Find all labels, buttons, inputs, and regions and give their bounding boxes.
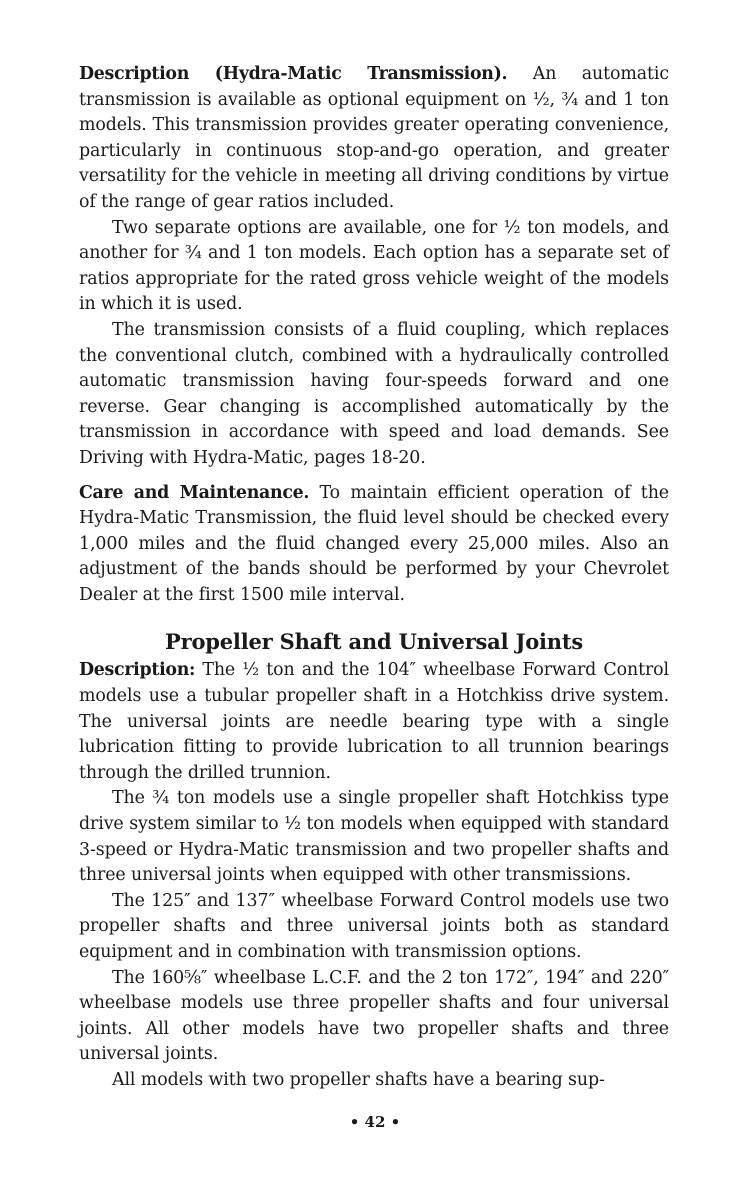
forward-control-paragraph: The 125″ and 137″ wheelbase Forward Control models use two propeller shafts and three universal joints both as standard equipment and in combination with transmission options. xyxy=(79,890,669,962)
hydramatic-options-paragraph: Two separate options are available, one for ½ ton models, and another for ¾ and 1 ton models. Each option has a separate set of ratios appropriate for the rated gross vehicle weight of the models in which it is used. xyxy=(79,217,669,315)
propeller-description-paragraph xyxy=(79,658,669,786)
page-number: • 42 • xyxy=(349,1113,401,1131)
bearing-support-paragraph: All models with two propeller shafts have a bearing sup- xyxy=(112,1069,605,1090)
lcf-models-paragraph: The 160⅝″ wheelbase L.C.F. and the 2 ton 172″, 194″ and 220″ wheelbase models use three propeller shafts and four universal joints. All other models have two propeller shafts and three universal joints. xyxy=(79,967,669,1065)
hydramatic-description-lead: Description (Hydra-Matic Transmission). xyxy=(79,64,508,84)
propeller-description-text: The ½ ton and the 104″ wheelbase Forward Control models use a tubular propeller shaft in a Hotchkiss drive system. The universal joints are needle bearing type with a single lubrication fitting to provide lubrication to all trunnion bearings through the drilled trunnion. xyxy=(79,660,669,783)
hydramatic-description-text: An automatic transmission is available as optional equipment on ½, ¾ and 1 ton models. This transmission provides greater operating convenience, particularly in continuous stop-and-go operation, and greater versatility for the vehicle in meeting all driving conditions by virtue of the range of gear ratios included. xyxy=(79,64,669,212)
propeller-shaft-heading: Propeller Shaft and Universal Joints xyxy=(165,629,583,655)
care-maintenance-text: To maintain efficient operation of the Hydra-Matic Transmission, the fluid level should be checked every 1,000 miles and the fluid changed every 25,000 miles. Also an adjustment of the bands should be performed by your Chevrolet Dealer at the first 1500 mile interval. xyxy=(79,482,669,605)
hydramatic-components-paragraph: The transmission consists of a fluid coupling, which replaces the conventional clutch, combined with a hydraulically controlled automatic transmission having four-speeds forward and one reverse. Gear changing is accomplished automatically by the transmission in accordance with speed and load demands. See Driving with Hydra-Matic, pages 18-20. xyxy=(79,319,669,468)
document-page xyxy=(79,62,669,1094)
propeller-description-lead: Description: xyxy=(79,660,196,681)
hydramatic-description-paragraph xyxy=(79,62,669,216)
care-maintenance-paragraph xyxy=(79,481,669,609)
spacer xyxy=(79,472,669,481)
three-quarter-ton-paragraph: The ¾ ton models use a single propeller shaft Hotchkiss type drive system similar to ½ ton models when equipped with standard 3-speed or Hydra-Matic transmission and two propeller shafts and three universal joints when equipped with other transmissions. xyxy=(79,788,669,886)
care-maintenance-lead: Care and Maintenance. xyxy=(79,482,310,503)
